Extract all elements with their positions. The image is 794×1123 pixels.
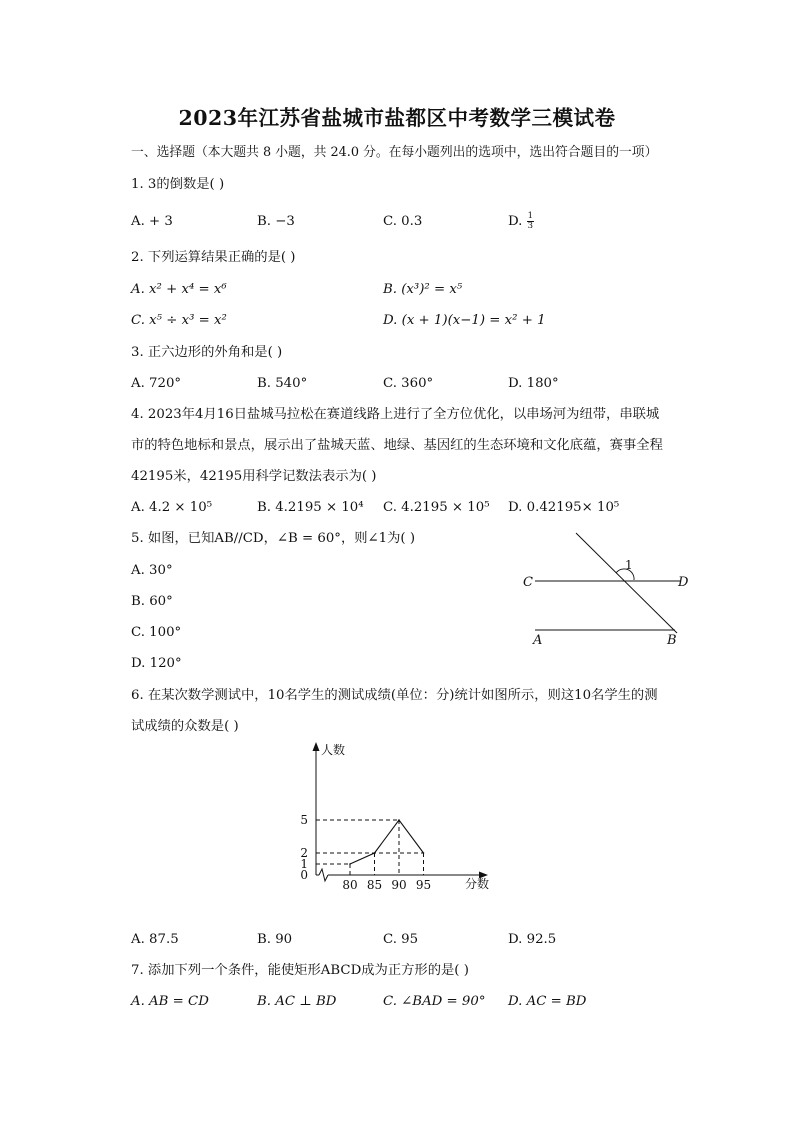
q4-option-d[interactable]: D. 0.42195× 10⁵	[508, 500, 620, 515]
point-a-label: A	[533, 633, 543, 648]
q3-option-a[interactable]: A. 720°	[131, 376, 182, 391]
q5-option-d[interactable]: D. 120°	[131, 656, 182, 671]
q2-option-a[interactable]: A. x² + x⁴ = x⁶	[131, 282, 227, 297]
x-axis-break	[319, 869, 328, 881]
point-b-label: B	[667, 633, 677, 648]
q6-score-chart	[290, 738, 500, 894]
q1-stem: 1. 3的倒数是( )	[131, 177, 225, 192]
q4-line-3: 42195米，42195用科学记数法表示为( )	[131, 469, 377, 484]
q5-option-b[interactable]: B. 60°	[131, 594, 173, 609]
y-tick-label-1: 1	[300, 857, 308, 871]
q6-option-c[interactable]: C. 95	[383, 932, 419, 947]
q5-stem: 5. 如图，已知AB//CD，∠B = 60°，则∠1为( )	[131, 531, 416, 546]
q4-option-c[interactable]: C. 4.2195 × 10⁵	[383, 500, 490, 515]
q3-stem: 3. 正六边形的外角和是( )	[131, 345, 283, 360]
q7-option-d[interactable]: D. AC = BD	[508, 994, 587, 1009]
x-axis-label: 分数	[465, 877, 490, 891]
q4-option-b[interactable]: B. 4.2195 × 10⁴	[257, 500, 364, 515]
point-c-label: C	[523, 575, 533, 590]
x-tick-label-95: 95	[415, 878, 432, 892]
y-tick-label-0: 0	[300, 868, 308, 882]
q1-fraction-denominator: 3	[527, 221, 534, 231]
q1-option-d-prefix: D.	[508, 214, 523, 229]
q1-option-c[interactable]: C. 0.3	[383, 214, 423, 229]
q6-line-1: 6. 在某次数学测试中，10名学生的测试成绩(单位：分)统计如图所示，则这10名学生的测	[131, 688, 658, 703]
q3-option-b[interactable]: B. 540°	[257, 376, 308, 391]
q7-option-c[interactable]: C. ∠BAD = 90°	[383, 994, 486, 1009]
x-tick-label-85: 85	[366, 878, 383, 892]
q1-option-a[interactable]: A. + 3	[131, 214, 173, 229]
q7-stem: 7. 添加下列一个条件，能使矩形ABCD成为正方形的是( )	[131, 963, 469, 978]
q4-option-a[interactable]: A. 4.2 × 10⁵	[131, 500, 213, 515]
q2-option-b[interactable]: B. (x³)² = x⁵	[383, 282, 463, 297]
q1-option-b[interactable]: B. −3	[257, 214, 295, 229]
q2-stem: 2. 下列运算结果正确的是( )	[131, 250, 296, 265]
q1-fraction-numerator: 1	[527, 211, 534, 221]
q6-option-a[interactable]: A. 87.5	[131, 932, 179, 947]
q7-option-a[interactable]: A. AB = CD	[131, 994, 209, 1009]
transversal-line	[576, 533, 677, 633]
q5-geometry-figure	[515, 528, 705, 652]
page-title: 2023年江苏省盐城市盐都区中考数学三模试卷	[178, 106, 616, 130]
y-axis-label: 人数	[321, 743, 346, 757]
q4-line-2: 市的特色地标和景点，展示出了盐城天蓝、地绿、基因红的生态环境和文化底蕴，赛事全程	[131, 438, 663, 453]
q4-line-1: 4. 2023年4月16日盐城马拉松在赛道线路上进行了全方位优化，以串场河为纽带，串联城	[131, 407, 660, 422]
q1-option-d[interactable]	[508, 212, 534, 232]
q6-line-2: 试成绩的众数是( )	[131, 719, 239, 734]
x-tick-label-80: 80	[342, 878, 358, 892]
q1-fraction	[527, 212, 534, 231]
x-tick-label-90: 90	[391, 878, 407, 892]
point-d-label: D	[678, 575, 689, 590]
q5-option-a[interactable]: A. 30°	[131, 563, 173, 578]
y-tick-label-2: 2	[300, 846, 308, 860]
y-tick-label-5: 5	[300, 813, 308, 827]
series-line	[350, 820, 424, 864]
data-point-95	[423, 852, 425, 854]
section-heading: 一、选择题（本大题共 8 小题，共 24.0 分。在每小题列出的选项中，选出符合题目的一项）	[131, 145, 658, 160]
q2-option-d[interactable]: D. (x + 1)(x−1) = x² + 1	[383, 313, 546, 328]
data-point-80	[349, 863, 351, 865]
q2-option-c[interactable]: C. x⁵ ÷ x³ = x²	[131, 313, 227, 328]
data-point-85	[374, 852, 376, 854]
y-axis-arrow	[313, 742, 320, 751]
angle-1-label: 1	[625, 558, 633, 572]
q6-option-b[interactable]: B. 90	[257, 932, 293, 947]
q7-option-b[interactable]: B. AC ⊥ BD	[257, 994, 337, 1009]
q5-option-c[interactable]: C. 100°	[131, 625, 182, 640]
data-point-90	[398, 819, 400, 821]
q6-option-d[interactable]: D. 92.5	[508, 932, 557, 947]
q3-option-c[interactable]: C. 360°	[383, 376, 434, 391]
q3-option-d[interactable]: D. 180°	[508, 376, 559, 391]
